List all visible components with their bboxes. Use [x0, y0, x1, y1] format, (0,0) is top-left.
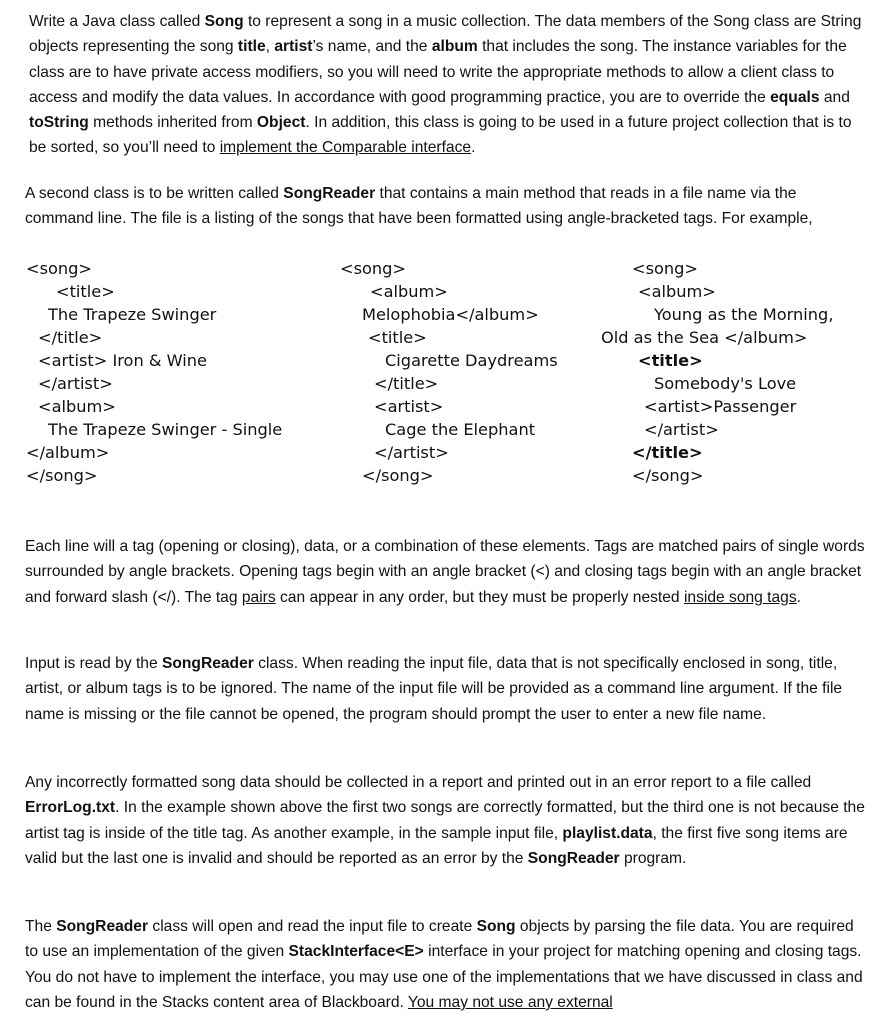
- code-line: <album>: [38, 397, 116, 416]
- text: class will open and read the input file to create: [148, 918, 477, 935]
- underline-comparable: implement the Comparable interface: [219, 139, 472, 157]
- text: that contains a main method that reads in a file name via the command line. The file is a listing of the songs that have been formatted using angle-bracketed tags. For example,: [25, 185, 813, 228]
- text: , the first five song items are valid but the last one is invalid and should be reported as an error by the: [25, 824, 848, 867]
- code-line: Cigarette Daydreams: [385, 351, 558, 370]
- code-line: </title>: [38, 328, 103, 347]
- code-line: Melophobia</album>: [362, 305, 539, 324]
- text: methods inherited from: [88, 114, 257, 132]
- code-line: </title>: [632, 443, 703, 462]
- text: . In addition, this class is going to be used in a future project collection that is to be sorted, so you’ll need to: [29, 114, 852, 157]
- text: that includes the song. The instance variables for the class are to have private access modifiers, so you will need to write the appropriate methods to allow a client class to access and modify the data values. In accordance with good programming practice, you are to override the: [29, 38, 847, 106]
- bold-songreader: SongReader: [527, 849, 620, 867]
- code-line: <artist>Passenger: [644, 397, 797, 416]
- error-report-paragraph: [25, 770, 865, 871]
- code-line: </title>: [374, 374, 439, 393]
- code-line: <artist>: [374, 397, 444, 416]
- code-line: <artist> Iron & Wine: [38, 351, 207, 370]
- bold-errorlog: ErrorLog.txt: [25, 799, 116, 817]
- code-line: </album>: [26, 443, 110, 462]
- code-line: <song>: [632, 259, 698, 278]
- text: to represent a song in a music collection. The data members of the Song class are String objects representing the song: [29, 13, 862, 56]
- text: objects by parsing the file data. You are required to use an implementation of the given: [25, 918, 854, 961]
- text: Each line will a tag (opening or closing), data, or a combination of these elements. Tags are matched pairs of single words surrounded by angle brackets. Opening tags begin with an angle bracket (<) and closing tags begin with an angle bracket and forward slash (</). The tag: [25, 538, 865, 606]
- text: The: [25, 918, 57, 935]
- bold-songreader: SongReader: [56, 918, 149, 935]
- text: . In the example shown above the first two songs are correctly formatted, but the third one is not because the artist tag is inside of the title tag. As another example, in the sample input file,: [25, 799, 865, 842]
- bold-object: Object: [256, 114, 306, 132]
- tags-paragraph: [25, 534, 865, 610]
- code-line: Cage the Elephant: [385, 420, 536, 439]
- underline-inside-song-tags: inside song tags: [683, 588, 797, 606]
- text: Any incorrectly formatted song data should be collected in a report and printed out in an error report to a file called: [25, 774, 812, 791]
- underline-external: You may not use any external: [407, 993, 613, 1011]
- text: and: [819, 88, 850, 106]
- underline-pairs: pairs: [241, 588, 276, 606]
- bold-stackinterface: StackInterface<E>: [288, 943, 424, 961]
- code-line: The Trapeze Swinger - Single: [48, 420, 283, 439]
- code-line: Old as the Sea </album>: [601, 328, 808, 347]
- text: program.: [619, 849, 687, 867]
- code-line: <title>: [638, 351, 703, 370]
- text: ’s name, and the: [312, 38, 432, 56]
- input-paragraph: [25, 651, 865, 727]
- code-line: </artist>: [644, 420, 719, 439]
- code-line: </song>: [632, 466, 704, 485]
- intro-paragraph: [29, 9, 867, 161]
- code-line: The Trapeze Swinger: [48, 305, 217, 324]
- code-line: Somebody's Love: [654, 374, 797, 393]
- second-class-paragraph: [25, 181, 865, 232]
- code-line: <title>: [56, 282, 115, 301]
- text: A second class is to be written called: [25, 185, 284, 202]
- bold-album: album: [431, 38, 478, 56]
- code-line: </artist>: [38, 374, 113, 393]
- text: .: [796, 588, 801, 606]
- bold-songreader: SongReader: [161, 655, 254, 672]
- bold-songreader: SongReader: [283, 185, 376, 202]
- stack-paragraph: [25, 914, 865, 1015]
- text: interface in your project for matching opening and closing tags. You do not have to implement the interface, you may use one of the implementations that we have discussed in class and can be found in the Stacks content area of Blackboard.: [25, 943, 863, 1011]
- text: .: [471, 139, 476, 157]
- text: class. When reading the input file, data that is not specifically enclosed in song, title, artist, or album tags is to be ignored. The name of the input file will be provided as a command line argument. If the file name is missing or the file cannot be opened, the program should prompt the user to enter a new file name.: [25, 655, 843, 723]
- code-line: <title>: [368, 328, 427, 347]
- code-line: </song>: [26, 466, 98, 485]
- bold-tostring: toString: [29, 114, 89, 132]
- bold-playlist: playlist.data: [562, 824, 653, 842]
- bold-equals: equals: [770, 88, 820, 106]
- text: Write a Java class called: [29, 13, 205, 30]
- code-line: </song>: [362, 466, 434, 485]
- bold-title: title: [237, 38, 266, 56]
- text: Input is read by the: [25, 655, 162, 672]
- code-line: <album>: [370, 282, 448, 301]
- text: ,: [265, 38, 275, 56]
- code-line: <song>: [340, 259, 406, 278]
- bold-song: Song: [204, 13, 244, 30]
- bold-song: Song: [476, 918, 516, 935]
- code-line: Young as the Morning,: [654, 305, 834, 324]
- code-line: </artist>: [374, 443, 449, 462]
- bold-artist: artist: [274, 38, 313, 56]
- code-line: <song>: [26, 259, 92, 278]
- code-line: <album>: [638, 282, 716, 301]
- text: can appear in any order, but they must be properly nested: [275, 588, 684, 606]
